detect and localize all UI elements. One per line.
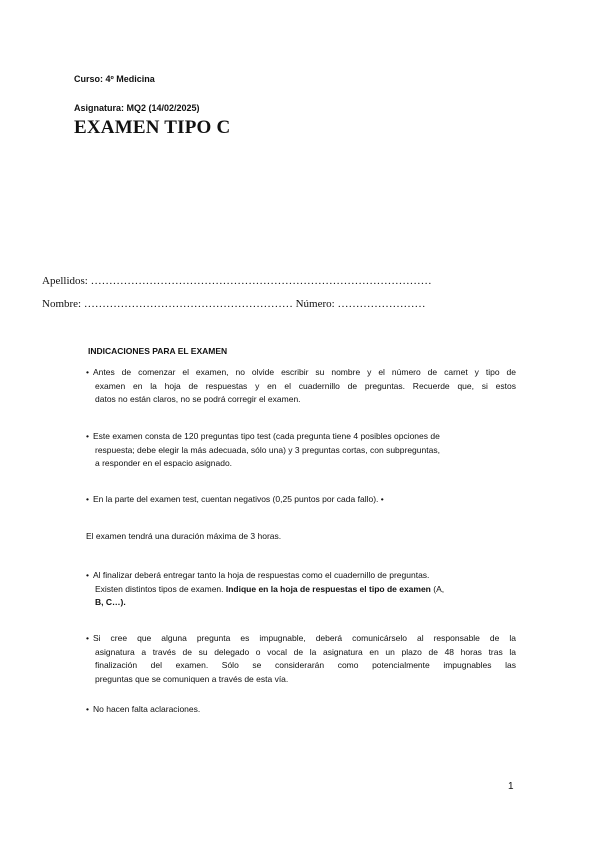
bullet-icon: • xyxy=(86,704,89,714)
course-label: Curso: 4º Medicina xyxy=(74,74,155,84)
instruction-item-5: • Si cree que alguna pregunta es impugnable, deberá comunicárselo al responsable de la asignatura a través de su delegado o vocal de la asignatura en un plazo de 48 horas tras la finalización del examen. Sólo se considerarán como potencialmente impugnables las preguntas que se comuniquen a través de esta vía. xyxy=(86,633,516,684)
instruction-item-3: • En la parte del examen test, cuentan negativos (0,25 puntos por cada fallo). • xyxy=(86,494,384,504)
exam-duration: El examen tendrá una duración máxima de 3 horas. xyxy=(86,531,282,541)
bullet-icon: • xyxy=(86,367,89,377)
bullet-icon: • xyxy=(86,494,89,504)
instructions-heading: INDICACIONES PARA EL EXAMEN xyxy=(88,346,228,356)
page-number: 1 xyxy=(508,781,514,792)
bullet-icon: • xyxy=(86,633,89,643)
subject-label: Asignatura: MQ2 (14/02/2025) xyxy=(74,103,200,113)
instruction-item-1: • Antes de comenzar el examen, no olvide escribir su nombre y el número de carnet y tipo de examen en la hoja de respuestas y en el cuadernillo de preguntas. Recuerde que, si estos datos no están claros, no se podrá corregir el examen. xyxy=(86,367,516,404)
exam-title: EXAMEN TIPO C xyxy=(74,117,231,138)
trailing-bullet-icon: • xyxy=(380,494,384,504)
instruction-item-6: • No hacen falta aclaraciones. xyxy=(86,704,201,714)
bullet-icon: • xyxy=(86,570,89,580)
instruction-item-4: • Al finalizar deberá entregar tanto la hoja de respuestas como el cuadernillo de preguntas. Existen distintos tipos de examen. Indique en la hoja de respuestas el tipo de examen (A, B, C…). xyxy=(86,570,445,607)
surname-field-line: Apellidos: ………………………………………………………………………………… xyxy=(42,275,432,287)
instruction-item-2: • Este examen consta de 120 preguntas tipo test (cada pregunta tiene 4 posibles opciones de respuesta; debe elegir la más adecuada, sólo una) y 3 preguntas cortas, con subpreguntas, a responder en el espacio asignado. xyxy=(86,431,440,468)
name-number-field-line: Nombre: ………………………………………………… Número: …………………… xyxy=(42,298,426,310)
bullet-icon: • xyxy=(86,431,89,441)
